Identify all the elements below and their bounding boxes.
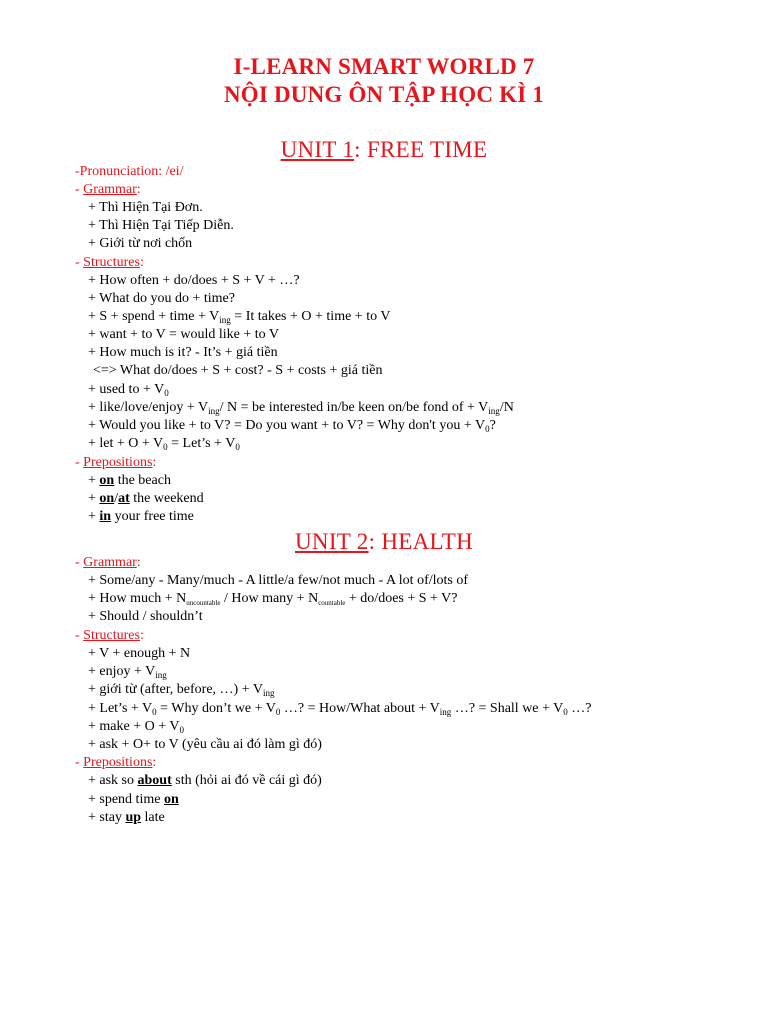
document-subtitle: NỘI DUNG ÔN TẬP HỌC KÌ 1 bbox=[223, 82, 545, 107]
grammar-item: + Giới từ nơi chốn bbox=[88, 236, 193, 251]
document-title: I-LEARN SMART WORLD 7 bbox=[233, 54, 535, 79]
unit-2-structures-heading: - Structures: bbox=[75, 628, 144, 643]
unit-2-label: UNIT 2 bbox=[295, 529, 369, 554]
pronunciation-label: -Pronunciation: /ei/ bbox=[75, 164, 184, 179]
prepositions-label: Prepositions bbox=[83, 755, 153, 770]
grammar-label: Grammar bbox=[83, 182, 137, 197]
unit-2-heading bbox=[0, 529, 768, 555]
unit-2-grammar-heading: - Grammar: bbox=[75, 555, 141, 570]
structure-item: + How often + do/does + S + V + …? bbox=[88, 273, 300, 288]
grammar-item: + Thì Hiện Tại Đơn. bbox=[88, 200, 203, 215]
structures-label: Structures bbox=[83, 255, 140, 270]
grammar-item: + How much + $N_{uncountable}$ / How many + $N_{countable}$ + do/does + S + V? bbox=[88, 591, 458, 607]
structure-item: + enjoy + $V_{ing}$ bbox=[88, 664, 167, 680]
unit-1-label: UNIT 1 bbox=[280, 137, 355, 162]
preposition-item: + spend time on bbox=[88, 792, 179, 807]
unit-2-topic: : HEALTH bbox=[368, 529, 473, 554]
structure-item: + V + enough + N bbox=[88, 646, 191, 661]
grammar-label: Grammar bbox=[83, 555, 137, 570]
prepositions-label: Prepositions bbox=[83, 455, 153, 470]
structure-item: + giới từ (after, before, …) + $V_{ing}$ bbox=[88, 682, 275, 698]
unit-1-structures-heading: - Structures: bbox=[75, 255, 144, 270]
preposition-item: + stay up late bbox=[88, 810, 165, 825]
unit-1-topic: : FREE TIME bbox=[354, 137, 488, 162]
structure-item: + What do you do + time? bbox=[88, 291, 235, 306]
preposition-item: + on the beach bbox=[88, 473, 171, 488]
grammar-item: + Some/any - Many/much - A little/a few/not much - A lot of/lots of bbox=[88, 573, 469, 588]
structure-item: + make + $O + V_0$ bbox=[88, 719, 184, 735]
structure-item: + want + to V = would like + to V bbox=[88, 327, 280, 342]
structure-item: + S + spend + time + $V_{ing} = It$ takes + O + time + to V bbox=[88, 309, 391, 325]
structure-item: + let + $O + V_0$ = Let’s + $V_0$ bbox=[88, 436, 240, 452]
grammar-item: + Thì Hiện Tại Tiếp Diễn. bbox=[88, 218, 234, 233]
structure-item: + Would you like + to V? = Do you want + to V? = Why don't you + $V_0$? bbox=[88, 418, 496, 434]
preposition-item: + in your free time bbox=[88, 509, 194, 524]
unit-2-prepositions-heading: - Prepositions: bbox=[75, 755, 157, 770]
preposition-item: + on/at the weekend bbox=[88, 491, 204, 506]
structure-item: + like/love/enjoy + $V_{ing}/$ N = be interested in/be keen on/be fond of + $V_{ing}/N$ bbox=[88, 400, 514, 416]
preposition-item: + ask so about sth (hỏi ai đó về cái gì đó) bbox=[88, 773, 322, 788]
structures-label: Structures bbox=[83, 628, 140, 643]
structure-item: + used to + $V_0$ bbox=[88, 382, 169, 398]
unit-1-prepositions-heading: - Prepositions: bbox=[75, 455, 157, 470]
structure-item: + ask + O+ to V (yêu cầu ai đó làm gì đó) bbox=[88, 737, 322, 752]
structure-item: + Let’s + $V_0$ = Why don’t we + $V_0$ …? = How/What about + $V_{ing}$ …? = Shall we + $V_0$ …? bbox=[88, 701, 592, 717]
unit-1-heading bbox=[0, 137, 768, 163]
grammar-item: + Should / shouldn’t bbox=[88, 609, 203, 624]
unit-1-grammar-heading: - Grammar: bbox=[75, 182, 141, 197]
structure-item: <=> What do/does + S + cost? - S + costs + giá tiền bbox=[93, 363, 383, 378]
structure-item: + How much is it? - It’s + giá tiền bbox=[88, 345, 278, 360]
